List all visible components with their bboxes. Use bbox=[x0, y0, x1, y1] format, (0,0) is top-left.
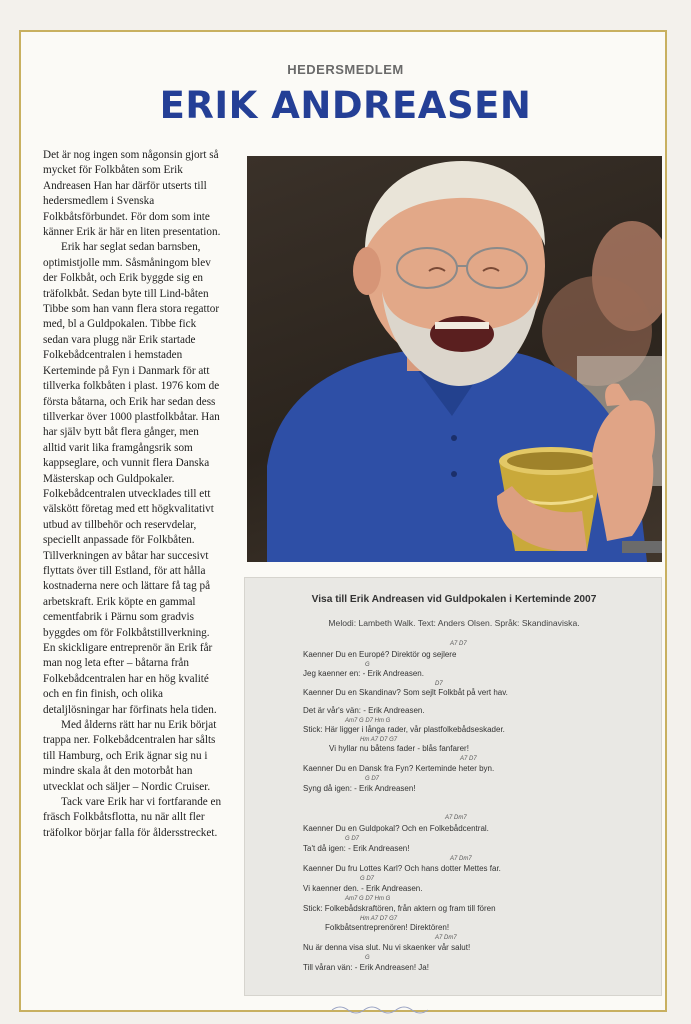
song-line: Kaenner Du en Europé? Direktör og sejlere bbox=[303, 650, 457, 659]
song-line: Folkbåtsentreprenören! Direktören! bbox=[325, 923, 450, 932]
chord-line: A7 Dm7 bbox=[445, 815, 467, 821]
song-sheet bbox=[244, 577, 662, 996]
chord-line: D7 bbox=[435, 681, 443, 687]
song-meta: Melodi: Lambeth Walk. Text: Anders Olsen. Språk: Skandinaviska. bbox=[328, 618, 580, 628]
song-title: Visa till Erik Andreasen vid Guldpokalen i Kerteminde 2007 bbox=[311, 594, 597, 605]
song-line: Stick: Folkebådskraftören, från aktern og fram till fören bbox=[303, 904, 496, 913]
song-line: Stick: Här ligger i långa rader, vår plastfolkebådseskader. bbox=[303, 725, 505, 734]
chord-line: A7 D7 bbox=[450, 641, 467, 647]
chord-line: Hm A7 D7 G7 bbox=[360, 737, 398, 743]
section-label: HEDERSMEDLEM bbox=[287, 62, 404, 77]
song-line: Nu är denna visa slut. Nu vi skaenker vår salut! bbox=[303, 943, 471, 952]
body-paragraph: Tack vare Erik har vi fortfarande en fräsch Folkbåtsflotta, nu när allt fler träfolkor börjar falla för åldersstrecket. bbox=[43, 796, 222, 839]
song-line: Kaenner Du en Guldpokal? Och en Folkebådcentral. bbox=[303, 824, 489, 833]
song-line: Vi kaenner den. - Erik Andreasen. bbox=[303, 884, 423, 893]
chord-line: A7 Dm7 bbox=[435, 935, 457, 941]
chord-line: G bbox=[365, 955, 370, 961]
headline: ERIK ANDREASEN bbox=[159, 84, 532, 127]
chord-line: G bbox=[365, 662, 370, 668]
song-line: Kaenner Du en Dansk fra Fyn? Kerteminde heter byn. bbox=[303, 764, 495, 773]
chord-line: A7 D7 bbox=[460, 756, 477, 762]
song-line: Ta't då igen: - Erik Andreasen! bbox=[303, 844, 410, 853]
chord-line: G D7 bbox=[360, 876, 375, 882]
song-line: Kaenner Du fru Lottes Karl? Och hans dotter Mettes far. bbox=[303, 864, 501, 873]
song-line: Det är vår's vän: - Erik Andreasen. bbox=[303, 706, 425, 715]
song-line: Till våran vän: - Erik Andreasen! Ja! bbox=[303, 963, 429, 972]
song-line: Jeg kaenner en: - Erik Andreasen. bbox=[303, 669, 424, 678]
body-paragraph: Med ålderns rätt har nu Erik börjat trappa ner. Folkebådcentralen har sålts till Hamburg, och Erik ägnar sig nu i mindre skala åt den motorbåt han utvecklat och säljer – Nordic Cruiser. bbox=[43, 719, 217, 793]
portrait-illustration bbox=[247, 156, 662, 562]
watch bbox=[622, 541, 662, 553]
chord-line: Hm A7 D7 G7 bbox=[360, 916, 398, 922]
portrait-photo bbox=[247, 156, 662, 562]
body-paragraph: Det är nog ingen som någonsin gjort så mycket för Folkbåten som Erik Andreasen Han har därför utserts till hedersmedlem i Svenska Folkbåtsförbundet. För dom som inte känner Erik är här en liten presentation. bbox=[43, 149, 221, 239]
chord-line: A7 Dm7 bbox=[450, 856, 472, 862]
chord-line: G D7 bbox=[365, 776, 380, 782]
article-body bbox=[43, 148, 223, 841]
pen-scribble bbox=[330, 1002, 430, 1016]
song-line: Syng då igen: - Erik Andreasen! bbox=[303, 784, 416, 793]
chord-line: Am7 G D7 Hm G bbox=[345, 718, 391, 724]
song-line: Vi hyllar nu båtens fader - blås fanfarer! bbox=[329, 744, 469, 753]
body-paragraph: Erik har seglat sedan barnsben, optimistjolle mm. Såsmåningom blev der Folkbåt, och Erik byggde sig en träfolkbåt. Sedan byte till Lind-båten Tibbe som han vann flera stora regattor med, bl a Guldpokalen. Tibbe fick sedan vara plugg när Erik startade Folkebådcentralen i hemstaden Kerteminde på Fyn i Danmark för att tillverka folkbåten i plast. 1976 kom de första båtarna, och Erik har sedan dess tillverkar över 1000 plastfolkbåtar. Han har själv bytt båt flera gånger, men alltid varit lika framgångsrik som kappseglare, och vunnit flera Danska Mästerskap och Guldpokaler. Folkebådcentralen utvecklades till ett välskött företag med ett högkvalitativt utbud av tillbehör och reservdelar, speciellt anpassade för Folkbåten. Tillverkningen av båtar har succesivt flyttats över till Estland, för att hålla kostnaderna nere och lättare få tag på arbetskraft. Erik köpte en gammal cementfabrik i Pärnu som gradvis byggdes om för Folkbåtstillverkning. En skickligare entreprenör än Erik får man nog leta efter – båtarna från Folkebådcentralen har en hög kvalité och en fin finish, och olika detaljlösningar har förfinats hela tiden. bbox=[43, 241, 220, 716]
chord-line: Am7 G D7 Hm G bbox=[345, 896, 391, 902]
song-line: Kaenner Du en Skandinav? Som sejlt Folkbåt på vert hav. bbox=[303, 688, 508, 697]
chord-line: G D7 bbox=[345, 836, 360, 842]
